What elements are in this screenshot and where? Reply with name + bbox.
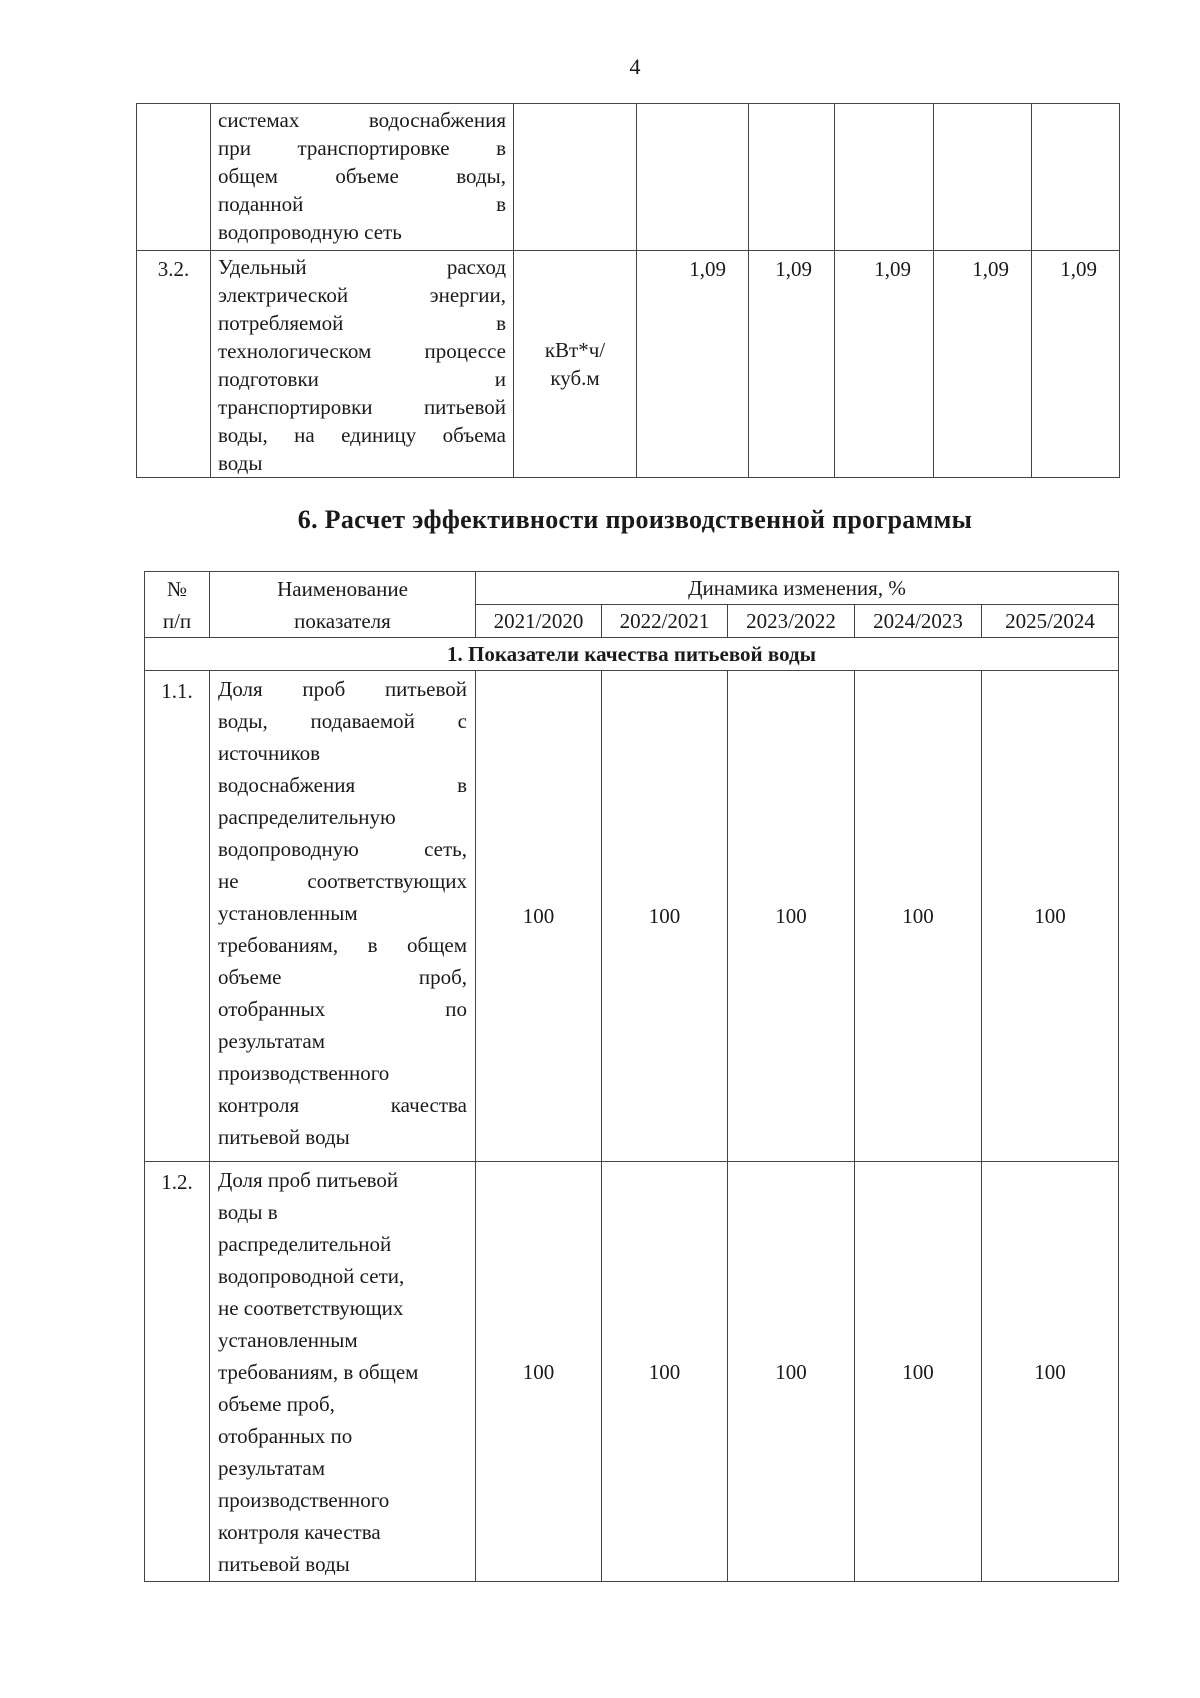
- value-cell: 1,09: [749, 251, 835, 478]
- value-cell: 100: [476, 1162, 602, 1582]
- value-cell: 1,09: [637, 251, 749, 478]
- section-title: 1. Показатели качества питьевой воды: [145, 638, 1119, 671]
- efficiency-table: [144, 571, 1119, 1582]
- name-line: электрической энергии,: [218, 283, 506, 307]
- value-cell: 100: [602, 671, 728, 1162]
- name-line: транспортировки питьевой: [218, 395, 506, 419]
- name-line: требованиям, в общем: [218, 933, 467, 957]
- dynamics-header: Динамика изменения, %: [476, 572, 1119, 605]
- name-line: поданной в: [218, 192, 506, 216]
- name-line: результатам: [218, 1456, 326, 1480]
- name-line: воды: [218, 451, 263, 475]
- row-number: 3.2.: [137, 251, 211, 478]
- unit-cell: [514, 104, 637, 251]
- name-line: источников: [218, 741, 321, 765]
- row-number: 1.2.: [145, 1162, 210, 1582]
- indicator-name: [211, 251, 514, 478]
- table-row: [137, 104, 1120, 251]
- name-line: потребляемой в: [218, 311, 506, 335]
- name-line: общем объеме воды,: [218, 164, 506, 188]
- header-row: [145, 572, 1119, 605]
- value-cell: [835, 104, 934, 251]
- name-line: распределительную: [218, 805, 396, 829]
- indicator-name: [210, 1162, 476, 1582]
- name-line: воды, подаваемой с: [218, 709, 467, 733]
- value-cell: [934, 104, 1032, 251]
- value-cell: [1032, 104, 1120, 251]
- name-line: требованиям, в общем: [218, 1360, 419, 1384]
- row-number: 1.1.: [145, 671, 210, 1162]
- name-line: технологическом процессе: [218, 339, 506, 363]
- name-line: водопроводную сеть,: [218, 837, 467, 861]
- num-header-line: №: [166, 576, 188, 601]
- year-header: 2021/2020: [476, 605, 602, 638]
- name-line: результатам: [218, 1029, 326, 1053]
- name-line: контроля качества: [218, 1093, 467, 1117]
- name-line: установленным: [218, 1328, 358, 1352]
- name-line: не соответствующих: [218, 869, 467, 893]
- name-line: водопроводной сети,: [218, 1264, 405, 1288]
- section-heading: 6. Расчет эффективности производственной программы: [297, 505, 973, 534]
- value-cell: 100: [855, 671, 982, 1162]
- name-line: производственного: [218, 1488, 390, 1512]
- section-row: [145, 638, 1119, 671]
- value-cell: 100: [982, 671, 1119, 1162]
- name-line: отобранных по: [218, 997, 467, 1021]
- indicators-table-continued: [136, 103, 1120, 478]
- name-line: не соответствующих: [218, 1296, 404, 1320]
- value-cell: 100: [728, 1162, 855, 1582]
- year-header: 2023/2022: [728, 605, 855, 638]
- table-row: [137, 251, 1120, 478]
- name-header-line: показателя: [294, 608, 391, 633]
- value-cell: 100: [476, 671, 602, 1162]
- unit-cell: [514, 251, 637, 478]
- name-line: установленным: [218, 901, 358, 925]
- name-line: отобранных по: [218, 1424, 353, 1448]
- name-line: водоснабжения в: [218, 773, 467, 797]
- name-line: питьевой воды: [218, 1552, 350, 1576]
- unit-line: кВт*ч/: [544, 338, 606, 362]
- year-header: 2024/2023: [855, 605, 982, 638]
- unit-line: куб.м: [550, 366, 600, 390]
- name-line: объеме проб,: [218, 965, 467, 989]
- name-header-line: Наименование: [277, 576, 408, 601]
- name-line: Доля проб питьевой: [218, 677, 467, 701]
- name-line: Доля проб питьевой: [218, 1168, 399, 1192]
- name-line: Удельный расход: [218, 255, 506, 279]
- page-number: 4: [629, 54, 641, 79]
- name-line: при транспортировке в: [218, 136, 506, 160]
- name-line: воды в: [218, 1200, 278, 1224]
- value-cell: 1,09: [1032, 251, 1120, 478]
- table-row: [145, 671, 1119, 1162]
- name-line: контроля качества: [218, 1520, 381, 1544]
- name-line: питьевой воды: [218, 1125, 350, 1149]
- value-cell: 100: [728, 671, 855, 1162]
- name-header: [210, 572, 476, 638]
- name-line: воды, на единицу объема: [218, 423, 506, 447]
- value-cell: 100: [982, 1162, 1119, 1582]
- name-line: производственного: [218, 1061, 390, 1085]
- name-line: системах водоснабжения: [218, 108, 506, 132]
- name-line: распределительной: [218, 1232, 392, 1256]
- value-cell: 100: [855, 1162, 982, 1582]
- indicator-name: [211, 104, 514, 251]
- num-header: [145, 572, 210, 638]
- row-number: [137, 104, 211, 251]
- value-cell: 100: [602, 1162, 728, 1582]
- value-cell: [749, 104, 835, 251]
- value-cell: 1,09: [934, 251, 1032, 478]
- num-header-line: п/п: [162, 608, 192, 633]
- value-cell: [637, 104, 749, 251]
- year-header: 2022/2021: [602, 605, 728, 638]
- value-cell: 1,09: [835, 251, 934, 478]
- name-line: объеме проб,: [218, 1392, 335, 1416]
- name-line: подготовки и: [218, 367, 506, 391]
- table-row: [145, 1162, 1119, 1582]
- indicator-name: [210, 671, 476, 1162]
- name-line: водопроводную сеть: [218, 220, 402, 244]
- year-header: 2025/2024: [982, 605, 1119, 638]
